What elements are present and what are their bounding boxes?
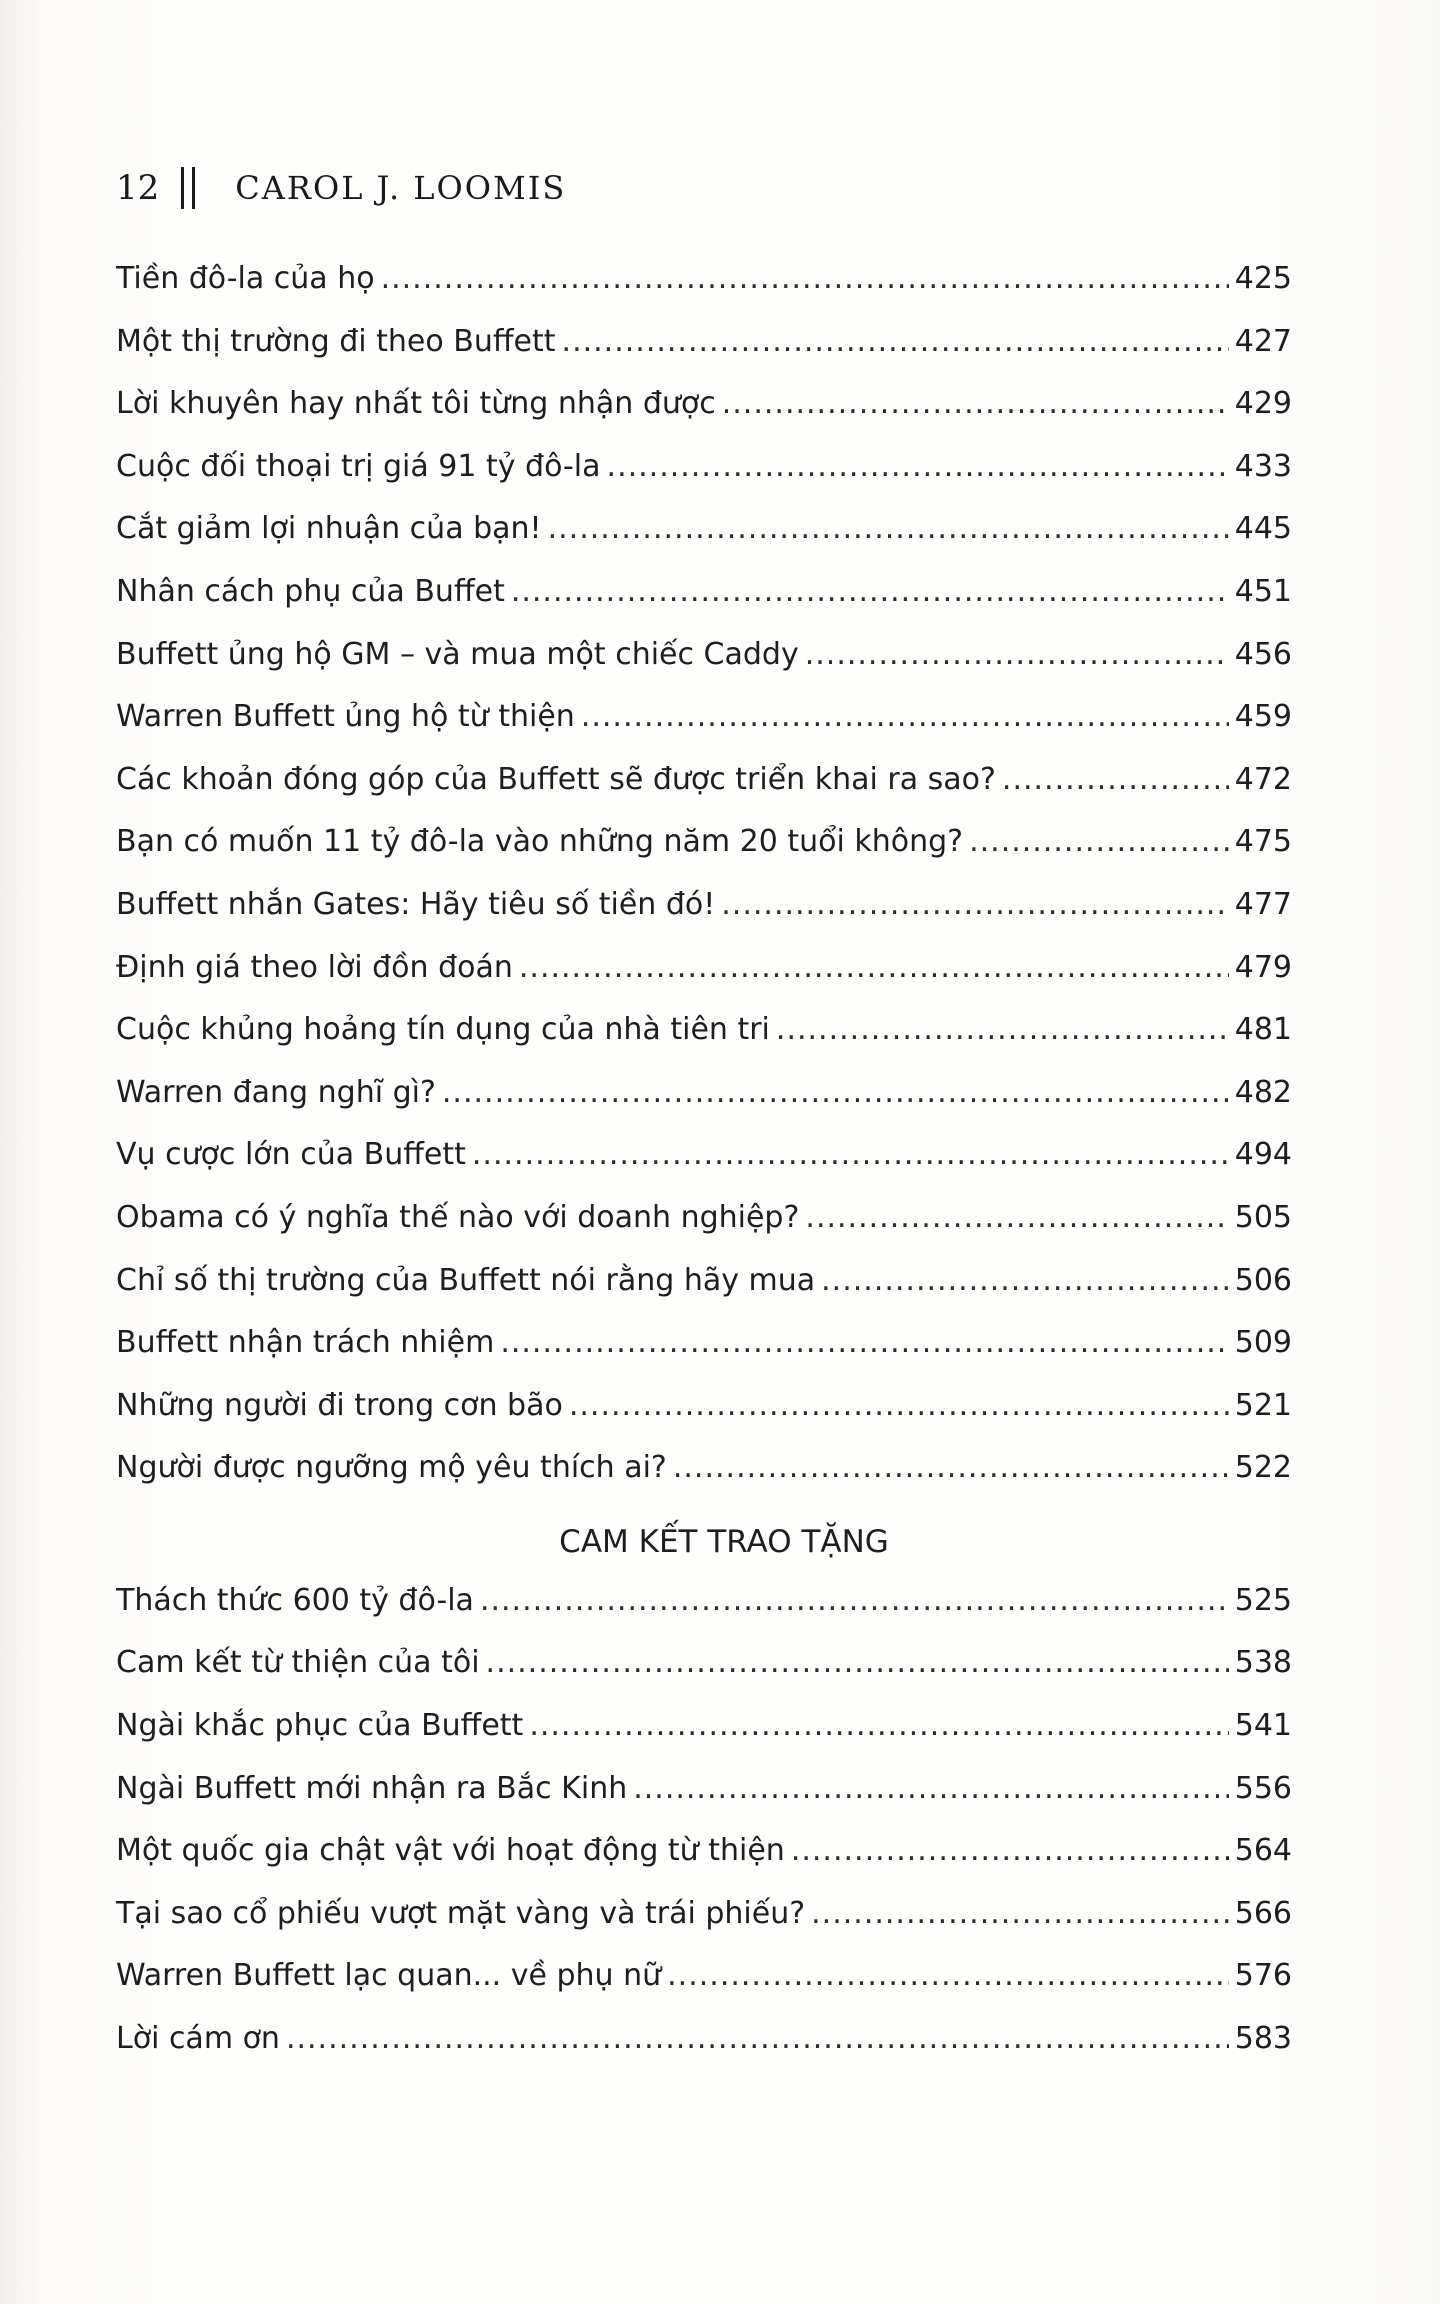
toc-dot-leader — [581, 686, 1229, 749]
section-heading: CAM KẾT TRAO TẶNG — [559, 1523, 889, 1560]
header-divider — [181, 167, 195, 209]
toc-entry-title: Định giá theo lời đồn đoán — [116, 949, 513, 985]
toc-entry-title: Lời cám ơn — [116, 2021, 280, 2057]
toc-entry-page: 433 — [1234, 448, 1292, 484]
toc-dot-leader — [442, 1062, 1229, 1125]
toc-entry-title: Ngài khắc phục của Buffett — [116, 1708, 524, 1744]
toc-entry — [116, 1945, 1292, 2008]
toc-entry-title: Người được ngưỡng mộ yêu thích ai? — [116, 1450, 667, 1486]
toc-entry-title: Warren Buffett ủng hộ từ thiện — [116, 699, 575, 735]
toc-entry-page: 482 — [1234, 1074, 1292, 1110]
toc-dot-leader — [673, 1437, 1229, 1500]
toc-entry-page: 522 — [1234, 1450, 1292, 1486]
toc-entry — [116, 1758, 1292, 1821]
toc-entry-title: Chỉ số thị trường của Buffett nói rằng hãy mua — [116, 1262, 816, 1298]
toc-entry-title: Buffett nhận trách nhiệm — [116, 1325, 495, 1361]
toc-entry-page: 564 — [1234, 1833, 1292, 1869]
page-number: 12 — [116, 168, 160, 208]
table-of-contents — [116, 248, 1292, 2071]
toc-entry-page: 509 — [1234, 1325, 1292, 1361]
toc-entry-title: Các khoản đóng góp của Buffett sẽ được triển khai ra sao? — [116, 761, 996, 797]
toc-entry — [116, 1124, 1292, 1187]
toc-entry-title: Nhân cách phụ của Buffet — [116, 573, 505, 609]
toc-entry-title: Tiền đô-la của họ — [116, 261, 375, 296]
toc-dot-leader — [562, 311, 1229, 374]
toc-dot-leader — [607, 436, 1229, 499]
toc-dot-leader — [472, 1124, 1229, 1187]
toc-dot-leader — [486, 1632, 1229, 1695]
toc-entry-page: 525 — [1234, 1582, 1292, 1618]
toc-dot-leader — [286, 2008, 1229, 2071]
toc-dot-leader — [633, 1758, 1229, 1821]
toc-dot-leader — [381, 248, 1229, 311]
toc-entry-title: Những người đi trong cơn bão — [116, 1387, 563, 1423]
toc-entry-page: 481 — [1234, 1012, 1292, 1048]
toc-entry — [116, 874, 1292, 937]
toc-entry-title: Một thị trường đi theo Buffett — [116, 323, 556, 359]
toc-dot-leader — [511, 561, 1229, 624]
toc-entry — [116, 2008, 1292, 2071]
toc-entry-page: 445 — [1234, 511, 1292, 547]
toc-entry — [116, 373, 1292, 436]
toc-entry-title: Warren đang nghĩ gì? — [116, 1074, 436, 1110]
toc-entry-title: Cuộc khủng hoảng tín dụng của nhà tiên tri — [116, 1012, 770, 1048]
toc-entry — [116, 1695, 1292, 1758]
toc-entry-page: 494 — [1234, 1137, 1292, 1173]
toc-dot-leader — [667, 1945, 1229, 2008]
toc-entry-page: 521 — [1234, 1387, 1292, 1423]
toc-entry-title: Buffett ủng hộ GM – và mua một chiếc Caddy — [116, 636, 799, 672]
toc-entry — [116, 311, 1292, 374]
toc-entry-page: 556 — [1234, 1770, 1292, 1806]
toc-entry-page: 456 — [1234, 636, 1292, 672]
toc-entry-title: Vụ cược lớn của Buffett — [116, 1137, 466, 1173]
toc-entry-page: 479 — [1234, 949, 1292, 985]
toc-entry-page: 429 — [1234, 386, 1292, 422]
toc-entry-title: Thách thức 600 tỷ đô-la — [116, 1582, 474, 1618]
toc-dot-leader — [548, 498, 1229, 561]
toc-entry-title: Obama có ý nghĩa thế nào với doanh nghiệp? — [116, 1199, 800, 1235]
toc-entry — [116, 811, 1292, 874]
toc-entry — [116, 1187, 1292, 1250]
toc-dot-leader — [529, 1695, 1228, 1758]
toc-dot-leader — [519, 937, 1229, 1000]
toc-entry — [116, 436, 1292, 499]
toc-entry-title: Cuộc đối thoại trị giá 91 tỷ đô-la — [116, 448, 601, 484]
toc-entry — [116, 498, 1292, 561]
toc-entry-title: Tại sao cổ phiếu vượt mặt vàng và trái phiếu? — [116, 1895, 806, 1931]
toc-entry-title: Bạn có muốn 11 tỷ đô-la vào những năm 20 tuổi không? — [116, 824, 964, 860]
toc-entry-page: 477 — [1234, 886, 1292, 922]
toc-entry — [116, 1062, 1292, 1125]
toc-entry-page: 425 — [1234, 261, 1292, 296]
toc-entry-page: 576 — [1234, 1958, 1292, 1994]
toc-entry — [116, 1375, 1292, 1438]
toc-dot-leader — [721, 874, 1228, 937]
toc-dot-leader — [805, 1187, 1228, 1250]
toc-dot-leader — [569, 1375, 1229, 1438]
toc-entry-title: Lời khuyên hay nhất tôi từng nhận được — [116, 386, 716, 422]
toc-entry — [116, 561, 1292, 624]
page-header — [116, 158, 566, 218]
toc-entry-page: 506 — [1234, 1262, 1292, 1298]
toc-dot-leader — [791, 1820, 1229, 1883]
toc-entry-page: 475 — [1234, 824, 1292, 860]
toc-entry-title: Buffett nhắn Gates: Hãy tiêu số tiền đó! — [116, 886, 716, 922]
toc-dot-leader — [821, 1250, 1229, 1313]
toc-entry — [116, 624, 1292, 687]
toc-dot-leader — [480, 1570, 1229, 1633]
toc-entry — [116, 1570, 1292, 1633]
toc-entry — [116, 999, 1292, 1062]
toc-entry-page: 451 — [1234, 573, 1292, 609]
toc-dot-leader — [500, 1312, 1228, 1375]
toc-dot-leader — [805, 624, 1229, 687]
toc-entry-page: 427 — [1234, 323, 1292, 359]
toc-entry — [116, 937, 1292, 1000]
toc-dot-leader — [969, 811, 1229, 874]
toc-entry — [116, 1250, 1292, 1313]
toc-entry — [116, 248, 1292, 311]
toc-entry-title: Cắt giảm lợi nhuận của bạn! — [116, 511, 542, 547]
toc-entry-title: Cam kết từ thiện của tôi — [116, 1645, 480, 1681]
toc-dot-leader — [811, 1883, 1229, 1946]
running-head-author: CAROL J. LOOMIS — [235, 169, 567, 207]
toc-entry-page: 459 — [1234, 699, 1292, 735]
toc-entry-title: Warren Buffett lạc quan... về phụ nữ — [116, 1958, 662, 1994]
toc-entry — [116, 1883, 1292, 1946]
toc-dot-leader — [776, 999, 1229, 1062]
toc-dot-leader — [1002, 749, 1229, 812]
toc-entry-title: Ngài Buffett mới nhận ra Bắc Kinh — [116, 1770, 628, 1806]
toc-entry-page: 583 — [1234, 2021, 1292, 2057]
toc-entry-page: 538 — [1234, 1645, 1292, 1681]
toc-entry — [116, 1820, 1292, 1883]
toc-entry — [116, 686, 1292, 749]
toc-dot-leader — [722, 373, 1229, 436]
toc-entry — [116, 1312, 1292, 1375]
toc-entry-page: 541 — [1234, 1708, 1292, 1744]
toc-entry-title: Một quốc gia chật vật với hoạt động từ thiện — [116, 1833, 785, 1869]
toc-entry — [116, 1437, 1292, 1500]
toc-entry-page: 472 — [1234, 761, 1292, 797]
toc-entry-page: 505 — [1234, 1199, 1292, 1235]
toc-entry-page: 566 — [1234, 1895, 1292, 1931]
toc-entry — [116, 749, 1292, 812]
toc-entry — [116, 1632, 1292, 1695]
